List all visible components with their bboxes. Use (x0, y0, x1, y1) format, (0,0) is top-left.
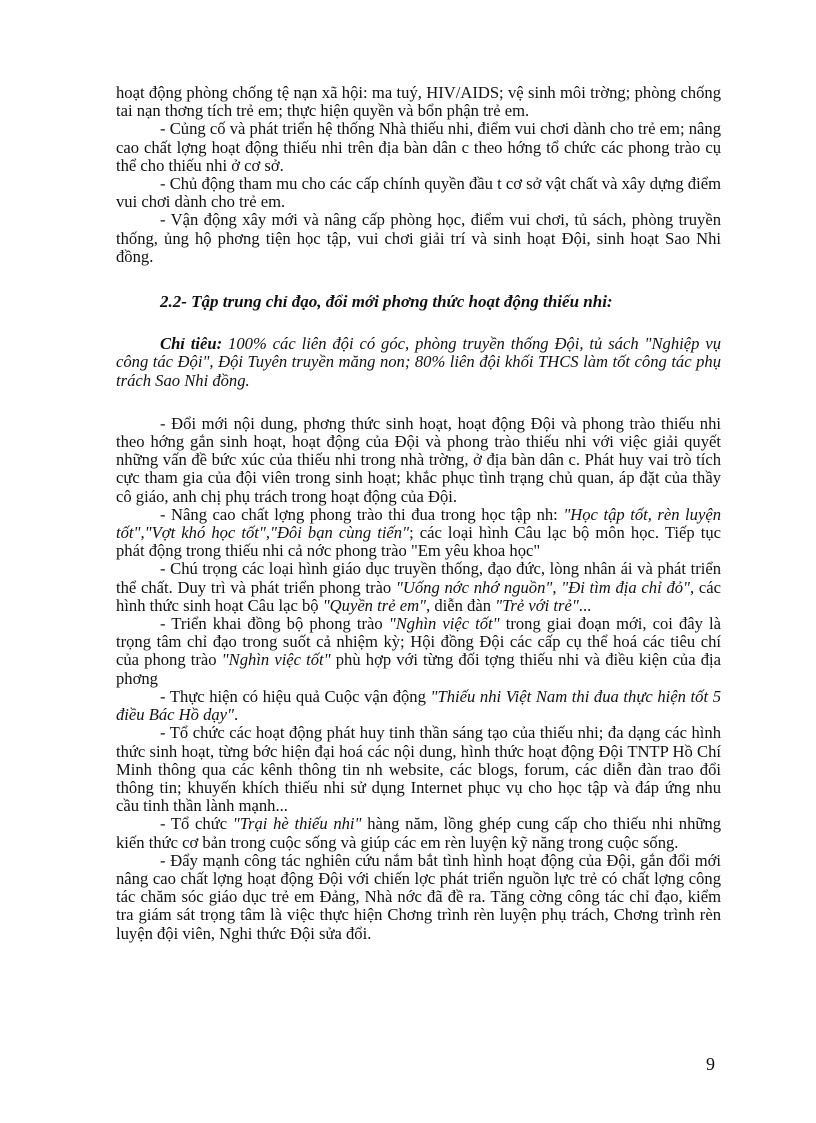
paragraph (116, 815, 721, 851)
paragraph (116, 615, 721, 688)
paragraph (116, 120, 721, 175)
text-run: ... (578, 595, 592, 615)
paragraph (116, 560, 721, 615)
target-label: Chỉ tiêu: (160, 334, 223, 354)
document-page (116, 84, 721, 943)
target-paragraph (116, 335, 721, 390)
italic-run: "Đi tìm địa chỉ đỏ" (561, 577, 691, 597)
italic-run: "Thiếu nhi Việt Nam thi đua thực hiện tốt 5 điều Bác Hồ dạy" (116, 686, 721, 725)
paragraph (116, 688, 721, 724)
text-run: - Đổi mới nội dung, phơng thức sinh hoạt, hoạt động Đội và phong trào thiếu nhi theo hớng gắn sinh hoạt, hoạt động của Đội và phong trào thiếu nhi với việc giải quyết những vấn đề bức xúc của thiếu nhi trong nhà trờng, ở địa bàn dân c. Phát huy vai trò tích cực tham gia của đội viên trong sinh hoạt; khắc phục tình trạng chủ quan, áp đặt của thầy cô giáo, anh chị phụ trách trong hoạt động của Đội. (116, 413, 721, 506)
text-run: - Triển khai đồng bộ phong trào (160, 614, 389, 634)
paragraph (116, 211, 721, 266)
text-run: - Củng cố và phát triển hệ thống Nhà thiếu nhi, điểm vui chơi dành cho trẻ em; nâng cao chất lợng hoạt động thiếu nhi trên địa bàn dân c theo hớng tổ chức các phong trào cụ thể cho thiếu nhi ở cơ sở. (116, 119, 721, 175)
text-run: . (234, 705, 239, 725)
text-run: , diễn đàn (426, 595, 496, 615)
italic-run: "Trẻ với trẻ" (495, 595, 579, 615)
text-run: - Chủ động tham mu cho các cấp chính quyền đầu t cơ sở vật chất và xây dựng điểm vui chơi dành cho trẻ em. (116, 174, 721, 212)
paragraph (116, 506, 721, 561)
italic-run: "Uống nớc nhớ nguồn" (395, 577, 553, 597)
italic-run: "Học tập tốt, rèn luyện tốt","Vợt khó học tốt","Đôi bạn cùng tiến" (116, 504, 721, 543)
text-run: - Thực hiện có hiệu quả Cuộc vận động (160, 686, 431, 706)
text-run: phù hợp với từng đối tợng thiếu nhi và điều kiện của địa phơng (116, 650, 721, 688)
text-run: - Vận động xây mới và nâng cấp phòng học, điểm vui chơi, tủ sách, phòng truyền thống, ủng hộ phơng tiện học tập, vui chơi giải trí và sinh hoạt Đội, sinh hoạt Sao Nhi đồng. (116, 210, 721, 266)
text-run: trong giai đoạn mới, coi đây là trọng tâm chỉ đạo trong suốt cả nhiệm kỳ; Hội đồng Đội các cấp cụ thể hoá các tiêu chí của phong trào (116, 614, 721, 670)
text-run: , (552, 577, 562, 597)
paragraph (116, 852, 721, 943)
target-text: 100% các liên đội có góc, phòng truyền thống Đội, tủ sách "Nghiệp vụ công tác Đội", Đội Tuyên truyền măng non; 80% liên đội khối THCS làm tốt công tác phụ trách Sao Nhi đồng. (116, 334, 721, 390)
paragraph (116, 175, 721, 211)
text-run: , các hình thức sinh hoạt Câu lạc bộ (116, 577, 721, 615)
section-heading: 2.2- Tập trung chỉ đạo, đổi mới phơng thức hoạt động thiếu nhi: (160, 292, 613, 312)
text-run: - Tổ chức các hoạt động phát huy tinh thần sáng tạo của thiếu nhi; đa dạng các hình thức sinh hoạt, từng bớc hiện đại hoá các nội dung, hình thức hoạt động Đội TNTP Hồ Chí Minh thông qua các kênh thông tin nh website, các blogs, forum, các diễn đàn trao đổi thông tin; khuyến khích thiếu nhi sử dụng Internet phục vụ cho học tập và đáp ứng nhu cầu tinh thần lành mạnh... (116, 723, 721, 816)
text-run: - Chú trọng các loại hình giáo dục truyền thống, đạo đức, lòng nhân ái và phát triển thể chất. Duy trì và phát triển phong trào (116, 559, 721, 597)
text-run: hoạt động phòng chống tệ nạn xã hội: ma tuý, HIV/AIDS; vệ sinh môi trờng; phòng chống tai nạn thơng tích trẻ em; thực hiện quyền và bổn phận trẻ em. (116, 83, 721, 121)
italic-run: "Nghìn việc tốt" (221, 650, 331, 670)
paragraph (116, 84, 721, 120)
text-run: ; các loại hình Câu lạc bộ môn học. Tiếp tục phát động trong thiếu nhi cả nớc phong trào "Em yêu khoa học" (116, 523, 721, 561)
page-number: 9 (706, 1054, 715, 1074)
text-run: hàng năm, lồng ghép cung cấp cho thiếu nhi những kiến thức cơ bản trong cuộc sống và giúp các em rèn luyện kỹ năng trong cuộc sống. (116, 814, 721, 852)
text-run: - Đẩy mạnh công tác nghiên cứu nắm bắt tình hình hoạt động của Đội, gắn đổi mới nâng cao chất lợng hoạt động Đội với chiến lợc phát triển nguồn lực trẻ có chất lợng công tác chăm sóc giáo dục trẻ em Đảng, Nhà nớc đã đề ra. Tăng cờng công tác chỉ đạo, kiểm tra giám sát trọng tâm là việc thực hiện Chơng trình rèn luyện phụ trách, Chơng trình rèn luyện đội viên, Nghi thức Đội sửa đổi. (116, 850, 721, 943)
italic-run: "Nghìn việc tốt" (388, 614, 500, 634)
paragraph (116, 415, 721, 506)
text-run: - Tổ chức (160, 814, 233, 834)
italic-run: "Trại hè thiếu nhi" (232, 814, 362, 834)
text-run: - Nâng cao chất lợng phong trào thi đua trong học tập nh: (160, 504, 564, 524)
paragraph (116, 724, 721, 815)
italic-run: "Quyền trẻ em" (322, 595, 427, 615)
